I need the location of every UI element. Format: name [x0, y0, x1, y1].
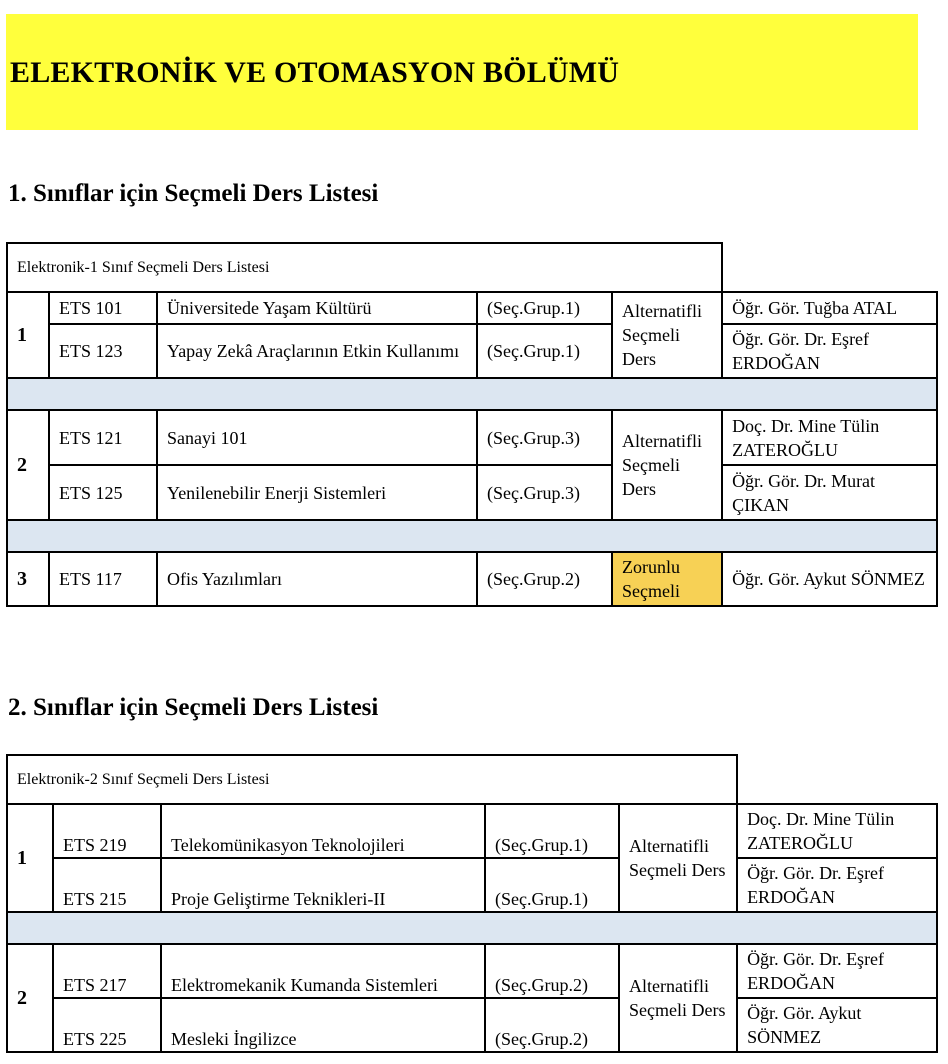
elective-table-year-1 [6, 242, 938, 607]
course-code: ETS 123 [49, 324, 157, 378]
course-code: ETS 101 [49, 292, 157, 324]
course-group: (Seç.Grup.3) [477, 410, 612, 465]
course-code: ETS 217 [53, 944, 161, 998]
mandatory-elective-badge: Zorunlu Seçmeli [612, 552, 722, 606]
course-code: ETS 121 [49, 410, 157, 465]
instructor: Öğr. Gör. Dr. Murat ÇIKAN [722, 465, 937, 520]
elective-type: Alternatifli Seçmeli Ders [612, 410, 722, 520]
course-code: ETS 117 [49, 552, 157, 606]
course-code: ETS 215 [53, 858, 161, 912]
course-group: (Seç.Grup.2) [485, 998, 619, 1052]
course-name: Yenilenebilir Enerji Sistemleri [157, 465, 477, 520]
instructor: Öğr. Gör. Dr. Eşref ERDOĞAN [737, 858, 937, 912]
course-name: Üniversitede Yaşam Kültürü [157, 292, 477, 324]
section-1-heading: 1. Sınıflar için Seçmeli Ders Listesi [8, 180, 379, 207]
department-title: ELEKTRONİK VE OTOMASYON BÖLÜMÜ [10, 56, 620, 89]
table-row [7, 410, 937, 465]
department-banner [6, 14, 918, 130]
elective-table-year-2 [6, 754, 938, 1053]
group-number: 3 [7, 552, 49, 606]
elective-type: Alternatifli Seçmeli Ders [619, 804, 737, 912]
instructor: Öğr. Gör. Dr. Eşref ERDOĞAN [722, 324, 937, 378]
separator-row [7, 520, 937, 552]
table-row [7, 858, 937, 912]
course-group: (Seç.Grup.1) [477, 292, 612, 324]
course-group: (Seç.Grup.1) [477, 324, 612, 378]
course-group: (Seç.Grup.3) [477, 465, 612, 520]
course-name: Elektromekanik Kumanda Sistemleri [161, 944, 485, 998]
group-number: 1 [7, 292, 49, 378]
section-2-heading: 2. Sınıflar için Seçmeli Ders Listesi [8, 694, 379, 721]
separator-row [7, 378, 937, 410]
instructor: Öğr. Gör. Aykut SÖNMEZ [737, 998, 937, 1052]
group-number: 2 [7, 410, 49, 520]
table-row [7, 552, 937, 606]
instructor: Doç. Dr. Mine Tülin ZATEROĞLU [737, 804, 937, 858]
instructor: Öğr. Gör. Aykut SÖNMEZ [722, 552, 937, 606]
course-name: Ofis Yazılımları [157, 552, 477, 606]
table-row [7, 324, 937, 378]
table-row [7, 998, 937, 1052]
elective-type: Alternatifli Seçmeli Ders [619, 944, 737, 1052]
course-group: (Seç.Grup.2) [477, 552, 612, 606]
group-number: 1 [7, 804, 53, 912]
table-caption: Elektronik-2 Sınıf Seçmeli Ders Listesi [7, 755, 737, 804]
group-number: 2 [7, 944, 53, 1052]
table-row [7, 944, 937, 998]
course-code: ETS 125 [49, 465, 157, 520]
instructor: Doç. Dr. Mine Tülin ZATEROĞLU [722, 410, 937, 465]
course-group: (Seç.Grup.1) [485, 858, 619, 912]
table-row [7, 804, 937, 858]
table-row [7, 465, 937, 520]
course-name: Telekomünikasyon Teknolojileri [161, 804, 485, 858]
course-group: (Seç.Grup.2) [485, 944, 619, 998]
course-name: Yapay Zekâ Araçlarının Etkin Kullanımı [157, 324, 477, 378]
elective-type: Alternatifli Seçmeli Ders [612, 292, 722, 378]
table-row [7, 292, 937, 324]
instructor: Öğr. Gör. Tuğba ATAL [722, 292, 937, 324]
course-code: ETS 219 [53, 804, 161, 858]
course-code: ETS 225 [53, 998, 161, 1052]
course-name: Mesleki İngilizce [161, 998, 485, 1052]
instructor: Öğr. Gör. Dr. Eşref ERDOĞAN [737, 944, 937, 998]
course-name: Proje Geliştirme Teknikleri-II [161, 858, 485, 912]
table-caption: Elektronik-1 Sınıf Seçmeli Ders Listesi [7, 243, 722, 292]
course-name: Sanayi 101 [157, 410, 477, 465]
course-group: (Seç.Grup.1) [485, 804, 619, 858]
separator-row [7, 912, 937, 944]
